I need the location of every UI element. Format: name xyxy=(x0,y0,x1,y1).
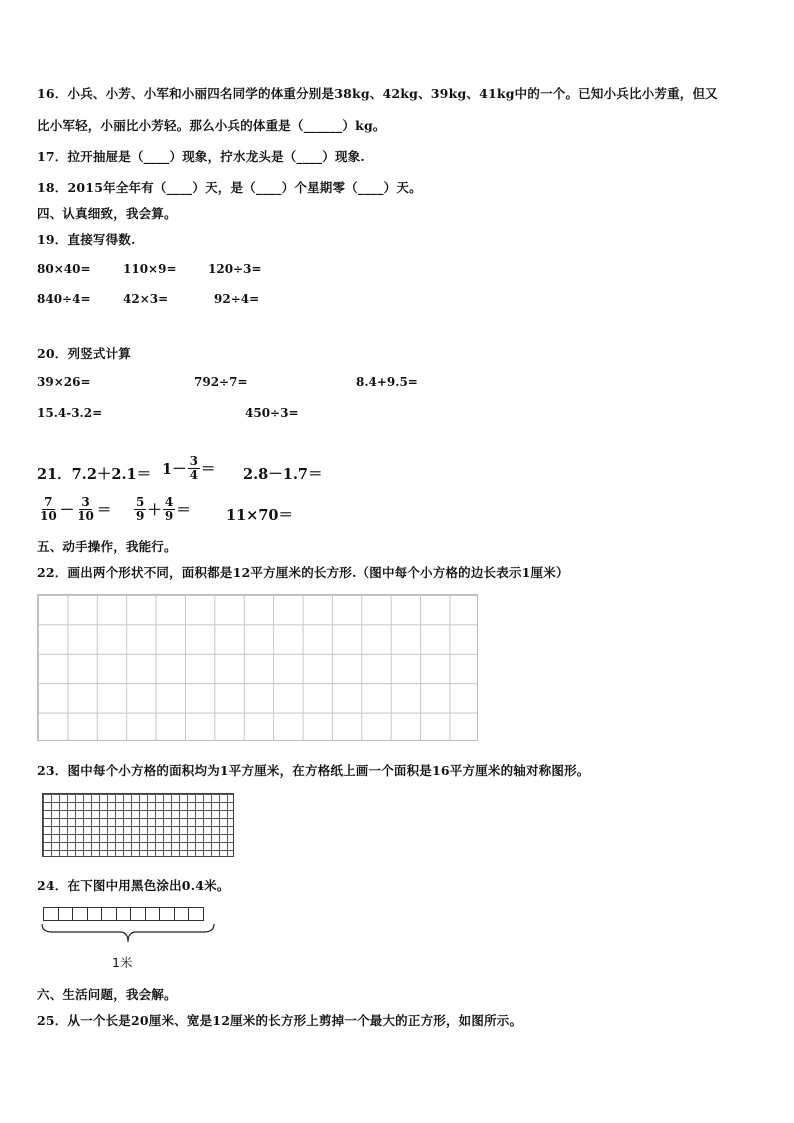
section-5-heading: 五、动手操作，我能行。 xyxy=(37,539,177,554)
fraction-5-9 xyxy=(134,496,146,523)
fraction-den: 9 xyxy=(136,509,145,523)
calc-19-4: 840÷4= xyxy=(37,292,91,306)
strip-cell[interactable] xyxy=(130,907,146,921)
calc-21-e-eq: ＝ xyxy=(176,502,191,519)
calc-21-d-eq: ＝ xyxy=(96,502,112,519)
meter-label: 1米 xyxy=(112,955,133,970)
calc-19-1: 80×40= xyxy=(37,262,91,276)
question-25: 25．从一个长是20厘米、宽是12厘米的长方形上剪掉一个最大的正方形，如图所示。 xyxy=(37,1013,523,1028)
calc-21-c: 2.8－1.7＝ xyxy=(243,466,323,483)
calc-21-e xyxy=(133,496,191,523)
calc-21-b-eq: ＝ xyxy=(200,461,216,478)
question-24: 24．在下图中用黑色涂出0.4米。 xyxy=(37,878,230,893)
calc-20-2: 792÷7= xyxy=(194,375,248,389)
calc-21-d-op: － xyxy=(59,502,75,519)
fraction-num: 3 xyxy=(81,495,90,509)
grid-paper-22[interactable] xyxy=(37,594,478,741)
meter-strip[interactable] xyxy=(43,907,204,921)
calc-20-3: 8.4+9.5= xyxy=(356,375,418,389)
calc-19-3: 120÷3= xyxy=(208,262,262,276)
fraction-4-9 xyxy=(163,496,175,523)
section-4-heading: 四、认真细致，我会算。 xyxy=(37,206,177,221)
fraction-num: 5 xyxy=(136,495,145,509)
question-16-line2: 比小军轻，小丽比小芳轻。那么小兵的体重是（______）kg。 xyxy=(37,118,386,133)
strip-cell[interactable] xyxy=(101,907,117,921)
strip-cell[interactable] xyxy=(43,907,59,921)
fraction-7-10 xyxy=(38,496,59,523)
grid-paper-23[interactable] xyxy=(42,793,234,857)
calc-21-a: 21．7.2＋2.1＝ xyxy=(37,466,152,483)
calc-20-5: 450÷3= xyxy=(245,406,299,420)
question-17: 17．拉开抽屉是（____）现象，拧水龙头是（____）现象. xyxy=(37,149,365,164)
question-20-title: 20．列竖式计算 xyxy=(37,346,131,361)
question-19-title: 19．直接写得数. xyxy=(37,232,136,247)
calc-19-6: 92÷4= xyxy=(214,292,260,306)
calc-19-5: 42×3= xyxy=(123,292,169,306)
question-23: 23．图中每个小方格的面积均为1平方厘米，在方格纸上画一个面积是16平方厘米的轴对称图形。 xyxy=(37,763,590,778)
strip-cell[interactable] xyxy=(58,907,74,921)
strip-cell[interactable] xyxy=(188,907,204,921)
question-22: 22．画出两个形状不同，面积都是12平方厘米的长方形.（图中每个小方格的边长表示1厘米） xyxy=(37,565,569,580)
question-18: 18．2015年全年有（____）天，是（____）个星期零（____）天。 xyxy=(37,180,422,195)
fraction-3-4 xyxy=(188,455,200,482)
section-6-heading: 六、生活问题，我会解。 xyxy=(37,987,177,1002)
fraction-den: 10 xyxy=(40,509,57,523)
strip-cell[interactable] xyxy=(116,907,132,921)
strip-cell[interactable] xyxy=(174,907,190,921)
calc-21-b-whole: 1－ xyxy=(162,461,187,478)
calc-21-e-op: ＋ xyxy=(147,502,162,519)
question-16-line1: 16．小兵、小芳、小军和小丽四名同学的体重分别是38kg、42kg、39kg、41kg中的一个。已知小兵比小芳重，但又 xyxy=(37,86,718,101)
strip-cell[interactable] xyxy=(72,907,88,921)
fraction-3-10 xyxy=(75,496,96,523)
calc-21-b xyxy=(162,455,215,482)
strip-cell[interactable] xyxy=(159,907,175,921)
fraction-num: 3 xyxy=(189,454,198,468)
strip-cell[interactable] xyxy=(145,907,161,921)
fraction-den: 9 xyxy=(164,509,174,523)
calc-20-1: 39×26= xyxy=(37,375,91,389)
fraction-num: 4 xyxy=(164,495,174,509)
calc-19-2: 110×9= xyxy=(123,262,177,276)
fraction-num: 7 xyxy=(44,495,53,509)
calc-20-4: 15.4-3.2= xyxy=(37,406,103,420)
calc-21-d xyxy=(37,496,111,523)
strip-cell[interactable] xyxy=(87,907,103,921)
fraction-den: 10 xyxy=(77,509,94,523)
calc-21-f: 11×70＝ xyxy=(226,507,294,524)
fraction-den: 4 xyxy=(189,468,198,482)
curly-brace-icon xyxy=(40,922,218,948)
